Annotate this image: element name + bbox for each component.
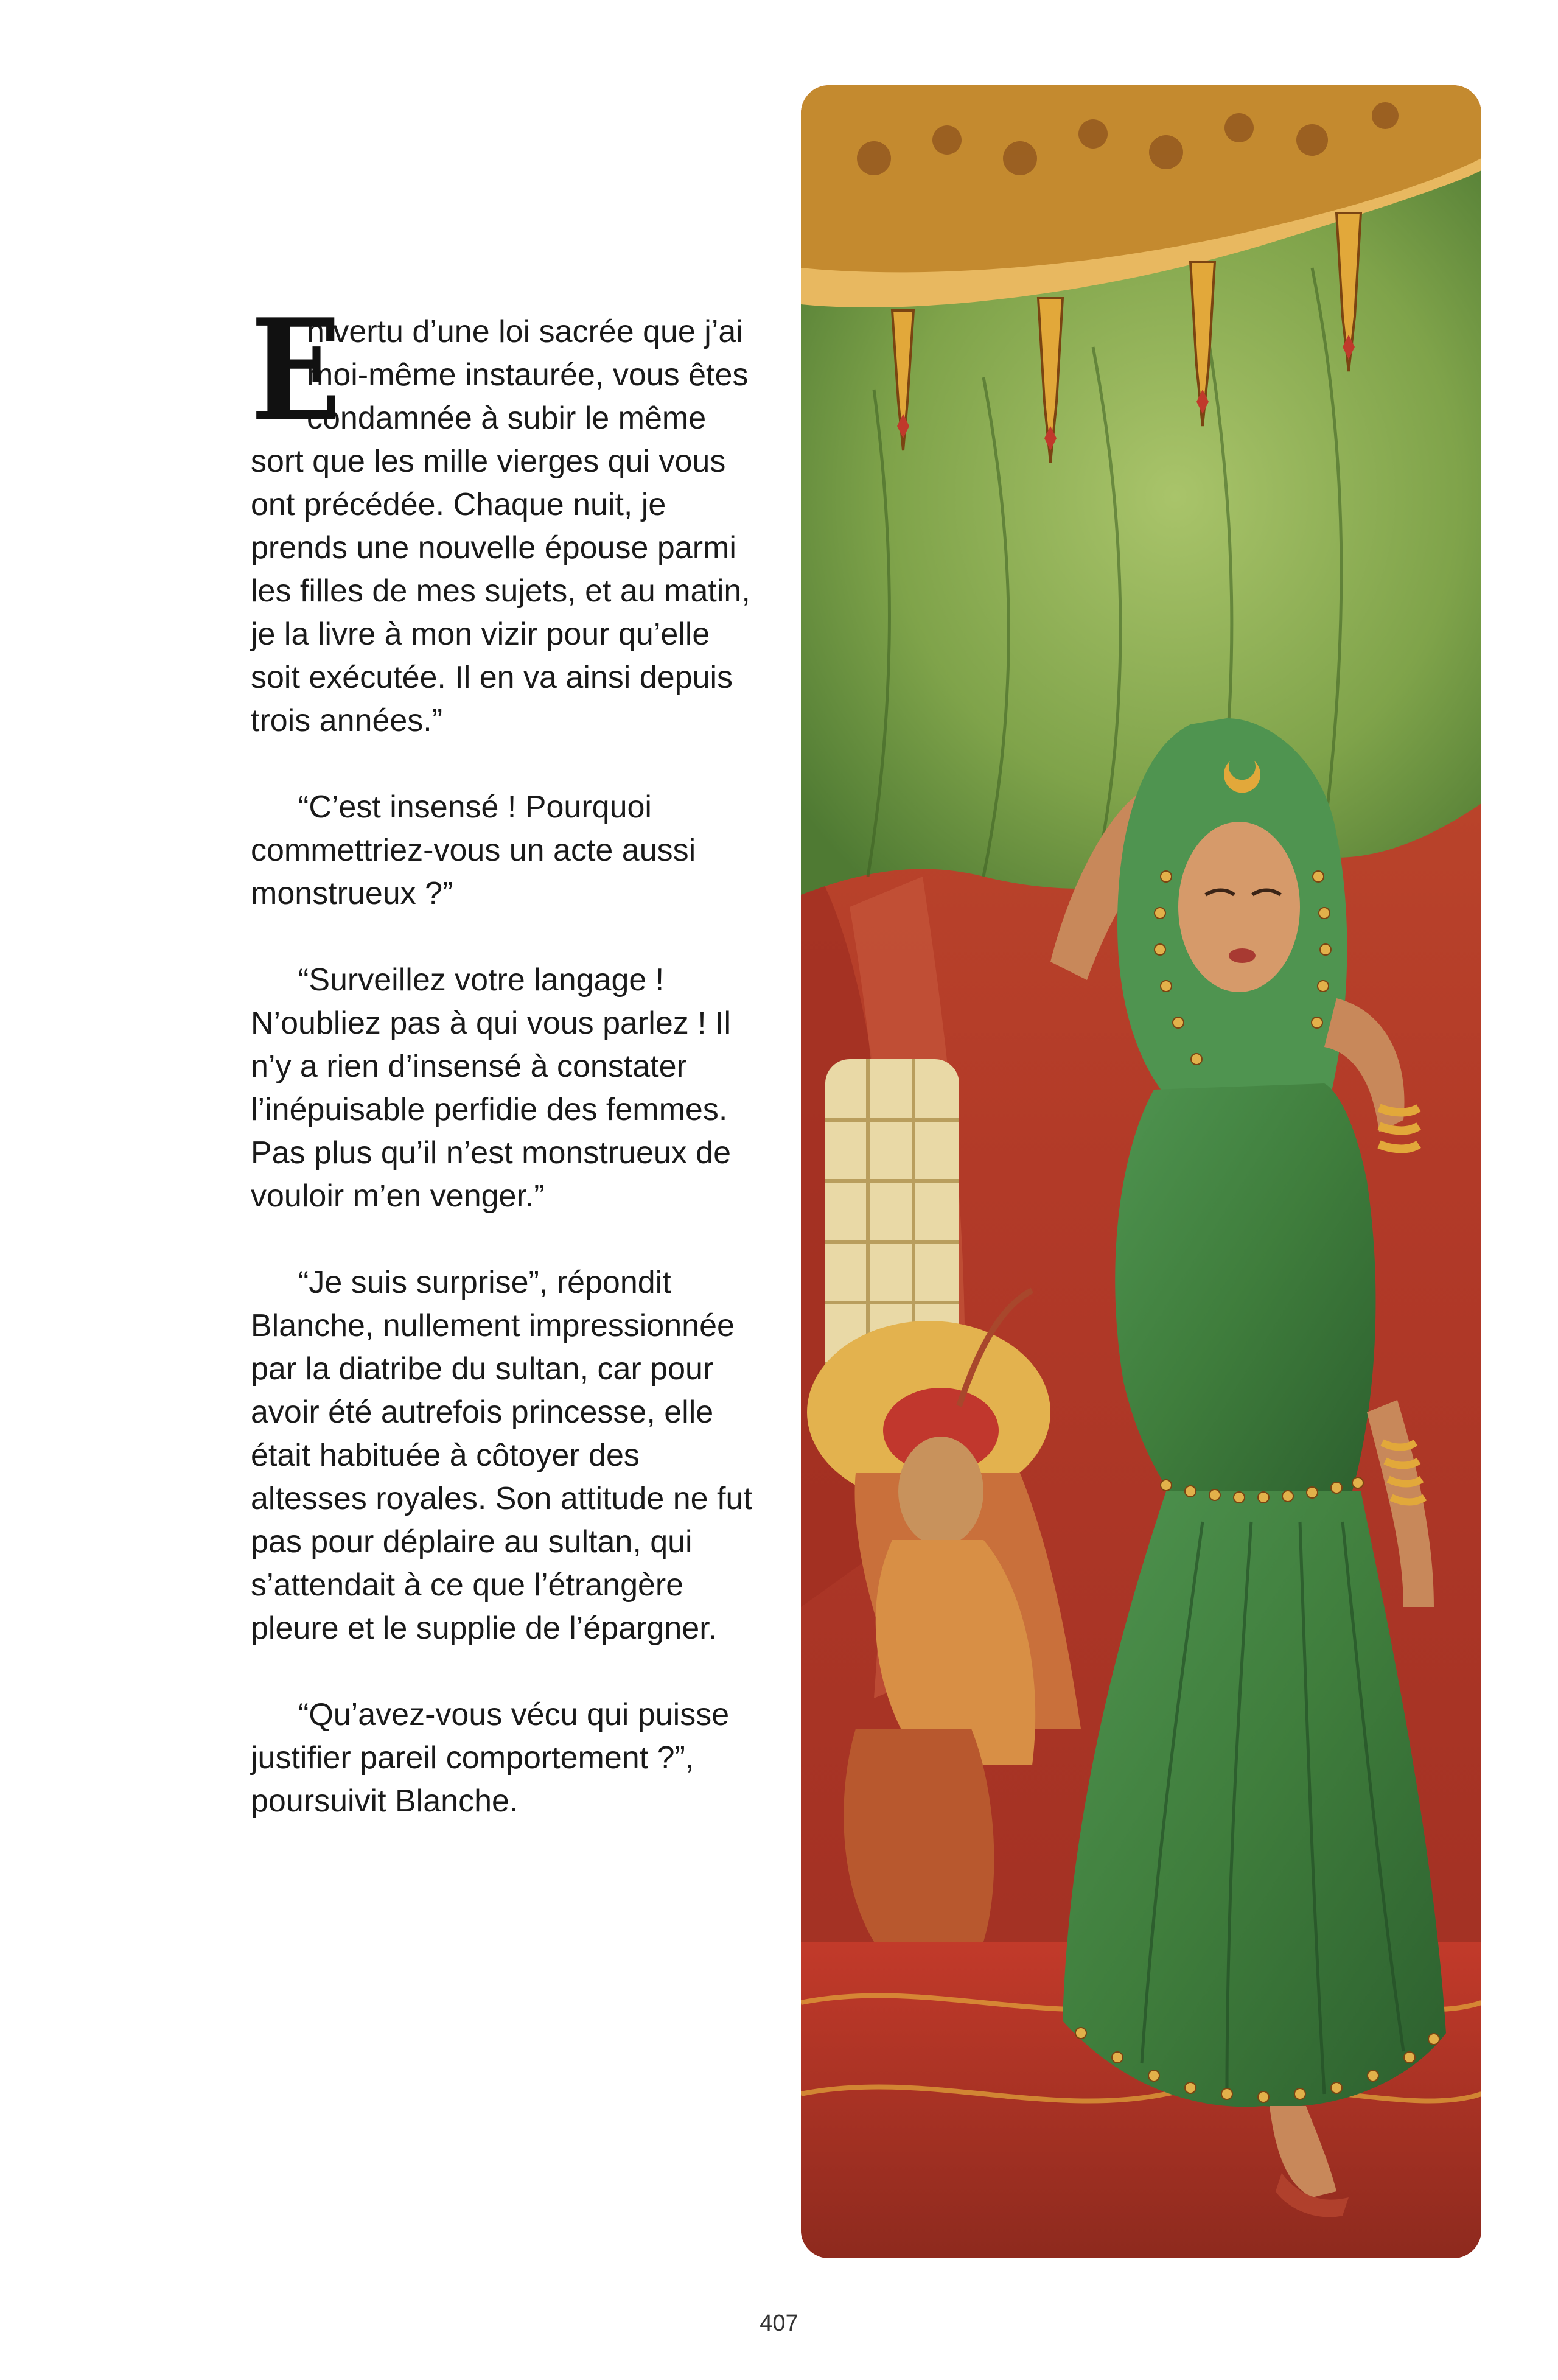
story-text <box>251 289 756 1866</box>
woman-face <box>1178 822 1300 992</box>
drop-cap: E <box>251 289 342 453</box>
paragraph-1 <box>251 289 756 743</box>
paragraph-4: “Je suis surprise”, répondit Blanche, nullement impressionnée par la diatribe du sultan, car pour avoir été autrefois princesse, elle était habituée à côtoyer des altesses royales. Son attitude ne fut pas pour déplaire au sultan, qui s’attendait à ce que l’étrangère pleure et le supplie de l’épargner. <box>251 1265 752 1646</box>
illustration-panel <box>801 85 1481 2258</box>
seated-figure-face <box>898 1437 983 1546</box>
paragraph-2: “C’est insensé ! Pourquoi commettriez-vous un acte aussi monstrueux ?” <box>251 789 696 911</box>
green-robe-top <box>1115 1083 1375 1503</box>
illustration-woman-in-green-veil <box>801 85 1481 2258</box>
page-number: 407 <box>760 2311 798 2336</box>
paragraph-3: “Surveillez votre langage ! N’oubliez pas à qui vous parlez ! Il n’y a rien d’insensé à constater l’inépuisable perfidie des femmes. Pas plus qu’il n’est monstrueux de vouloir m’en venger.” <box>251 962 732 1214</box>
paragraph-1-text: n vertu d’une loi sacrée que j’ai moi-même instaurée, vous êtes condamnée à subir le même sort que les mille vierges qui vous ont précédée. Chaque nuit, je prends une nouvelle épouse parmi les filles de mes sujets, et au matin, je la livre à mon vizir pour qu’elle soit exécutée. Il en va ainsi depuis trois années.” <box>251 314 750 738</box>
paragraph-5: “Qu’avez-vous vécu qui puisse justifier pareil comportement ?”, poursuivit Blanche. <box>251 1697 730 1819</box>
